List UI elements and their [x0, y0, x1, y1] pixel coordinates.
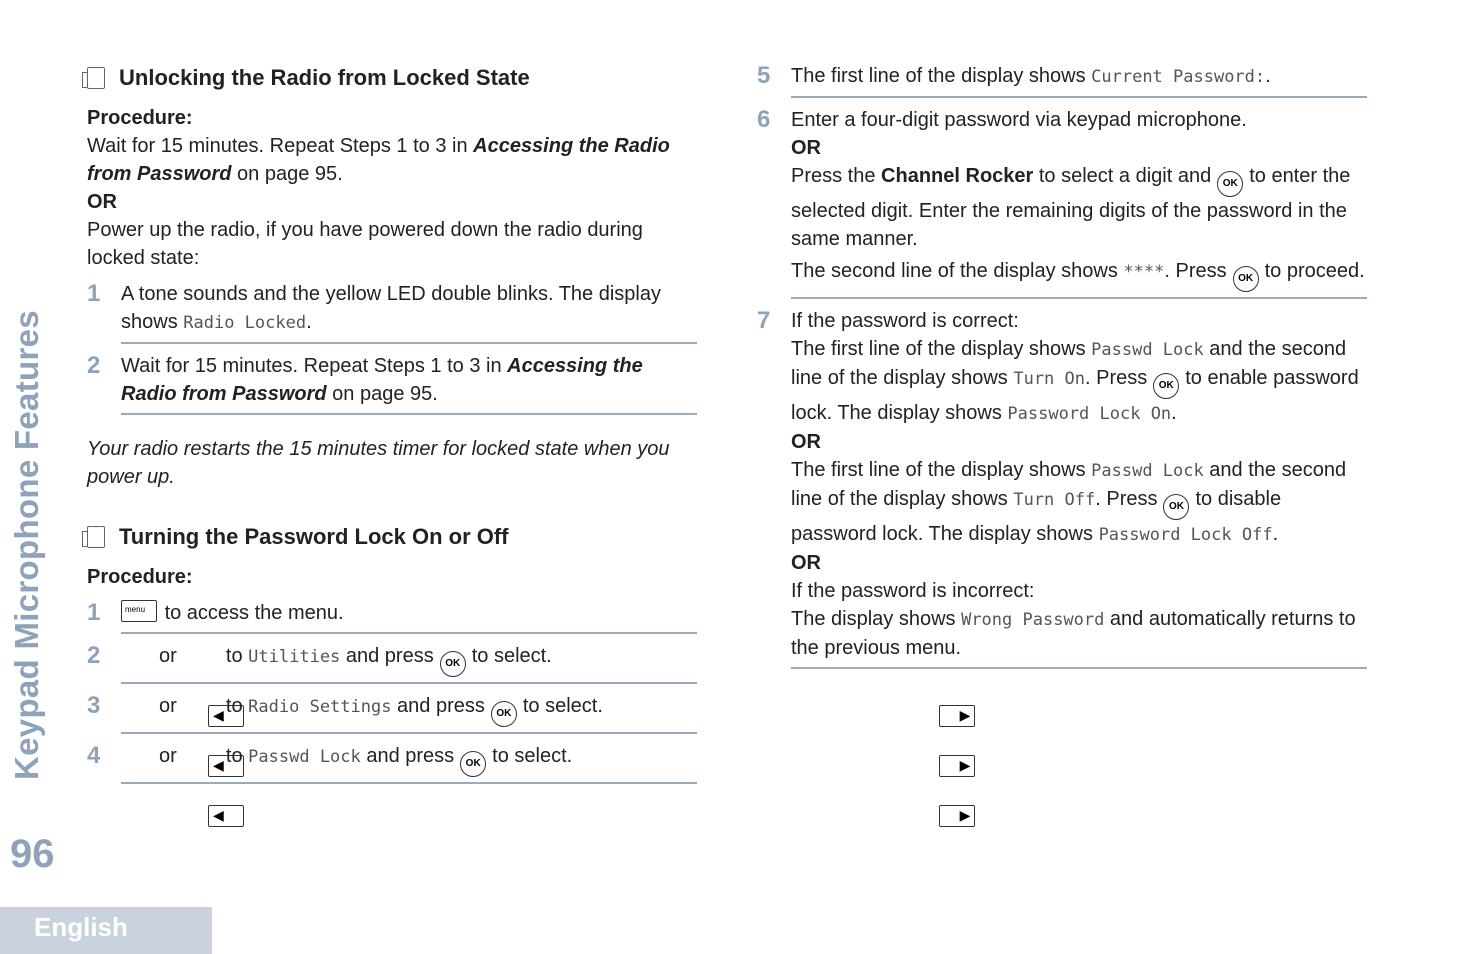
display-text: ****	[1123, 262, 1165, 282]
side-chapter-title: Keypad Microphone Features	[8, 310, 45, 780]
display-text: Passwd Lock	[1091, 340, 1204, 360]
menu-key-icon: menu	[121, 600, 157, 622]
cross-reference-link: Accessing the Radio from Password	[87, 135, 670, 185]
ok-key-icon: OK	[1163, 494, 1189, 520]
display-text: Turn Off	[1013, 490, 1096, 510]
right-column	[757, 62, 1367, 677]
intro-text: Wait for 15 minutes. Repeat Steps 1 to 3 in Accessing the Radio from Password on page 95.	[87, 135, 670, 185]
or-label: OR	[791, 552, 821, 574]
step-2: 2 ◀ or ▶ to Utilities and press OK to select.	[87, 642, 697, 692]
language-label: English	[34, 912, 128, 942]
ok-key-icon: OK	[1217, 171, 1243, 197]
step-7: 7 If the password is correct: The first line of the display shows Passwd Lock and the second line of the display shows Turn On. Press OK to enable password lock. The display shows Password Lock On. OR The first line of the display shows Passwd Lock and the second line of the display shows Turn Off. Press OK to disable password lock. The display shows Password Lock Off. OR If the password is incorrect: The display shows Wrong Password and automatically returns to the previous menu.	[757, 307, 1367, 677]
ok-key-icon: OK	[1153, 373, 1179, 399]
or-label: OR	[87, 191, 117, 213]
step-3: 3 ◀ or ▶ to Radio Settings and press OK to select.	[87, 692, 697, 742]
display-text: Wrong Password	[961, 610, 1105, 630]
display-text: Current Password:	[1091, 67, 1266, 87]
display-text: Passwd Lock	[1091, 461, 1204, 481]
section-heading-unlock: Unlocking the Radio from Locked State	[87, 62, 697, 94]
intro-text-2: Power up the radio, if you have powered down the radio during locked state:	[87, 219, 643, 269]
display-text: Passwd Lock	[248, 747, 361, 767]
channel-rocker-label: Channel Rocker	[881, 165, 1034, 187]
or-label: OR	[791, 137, 821, 159]
right-arrow-key-icon: ▶	[939, 805, 975, 827]
step-4: 4 ◀ or ▶ to Passwd Lock and press OK to select.	[87, 742, 697, 792]
procedure-label: Procedure:	[87, 107, 193, 129]
display-text: Utilities	[248, 647, 341, 667]
right-arrow-key-icon: ▶	[939, 755, 975, 777]
step-6: 6 Enter a four-digit password via keypad microphone. OR Press the Channel Rocker to select a digit and OK to enter the selected digit. Enter the remaining digits of the password in the same manner. The second line of the display shows ****. Press OK to proceed.	[757, 106, 1367, 307]
ok-key-icon: OK	[491, 701, 517, 727]
cross-reference-link: Accessing the Radio from Password	[121, 355, 643, 405]
display-text: Radio Locked	[183, 313, 307, 333]
step-1: 1 menu to access the menu.	[87, 599, 697, 642]
display-text: Turn On	[1013, 369, 1085, 389]
left-arrow-key-icon: ◀	[208, 705, 244, 727]
procedure-icon	[87, 67, 105, 89]
ok-key-icon: OK	[1233, 266, 1259, 292]
step-1: 1 A tone sounds and the yellow LED double blinks. The display shows Radio Locked.	[87, 280, 697, 352]
display-text: Password Lock Off	[1098, 525, 1273, 545]
display-text: Password Lock On	[1007, 404, 1172, 424]
note-text: Your radio restarts the 15 minutes timer for locked state when you power up.	[87, 438, 670, 488]
left-arrow-key-icon: ◀	[208, 805, 244, 827]
procedure-icon	[87, 526, 105, 548]
step-5: 5 The first line of the display shows Current Password:.	[757, 62, 1367, 106]
page-number: 96	[10, 832, 55, 876]
right-arrow-key-icon: ▶	[939, 705, 975, 727]
left-arrow-key-icon: ◀	[208, 755, 244, 777]
display-text: Radio Settings	[248, 697, 392, 717]
or-label: OR	[791, 431, 821, 453]
procedure-label: Procedure:	[87, 566, 193, 588]
step-2: 2 Wait for 15 minutes. Repeat Steps 1 to 3 in Accessing the Radio from Password on page 95.	[87, 352, 697, 423]
ok-key-icon: OK	[440, 651, 466, 677]
section-heading-password-lock: Turning the Password Lock On or Off	[87, 521, 697, 553]
ok-key-icon: OK	[460, 751, 486, 777]
language-tab	[0, 907, 212, 954]
